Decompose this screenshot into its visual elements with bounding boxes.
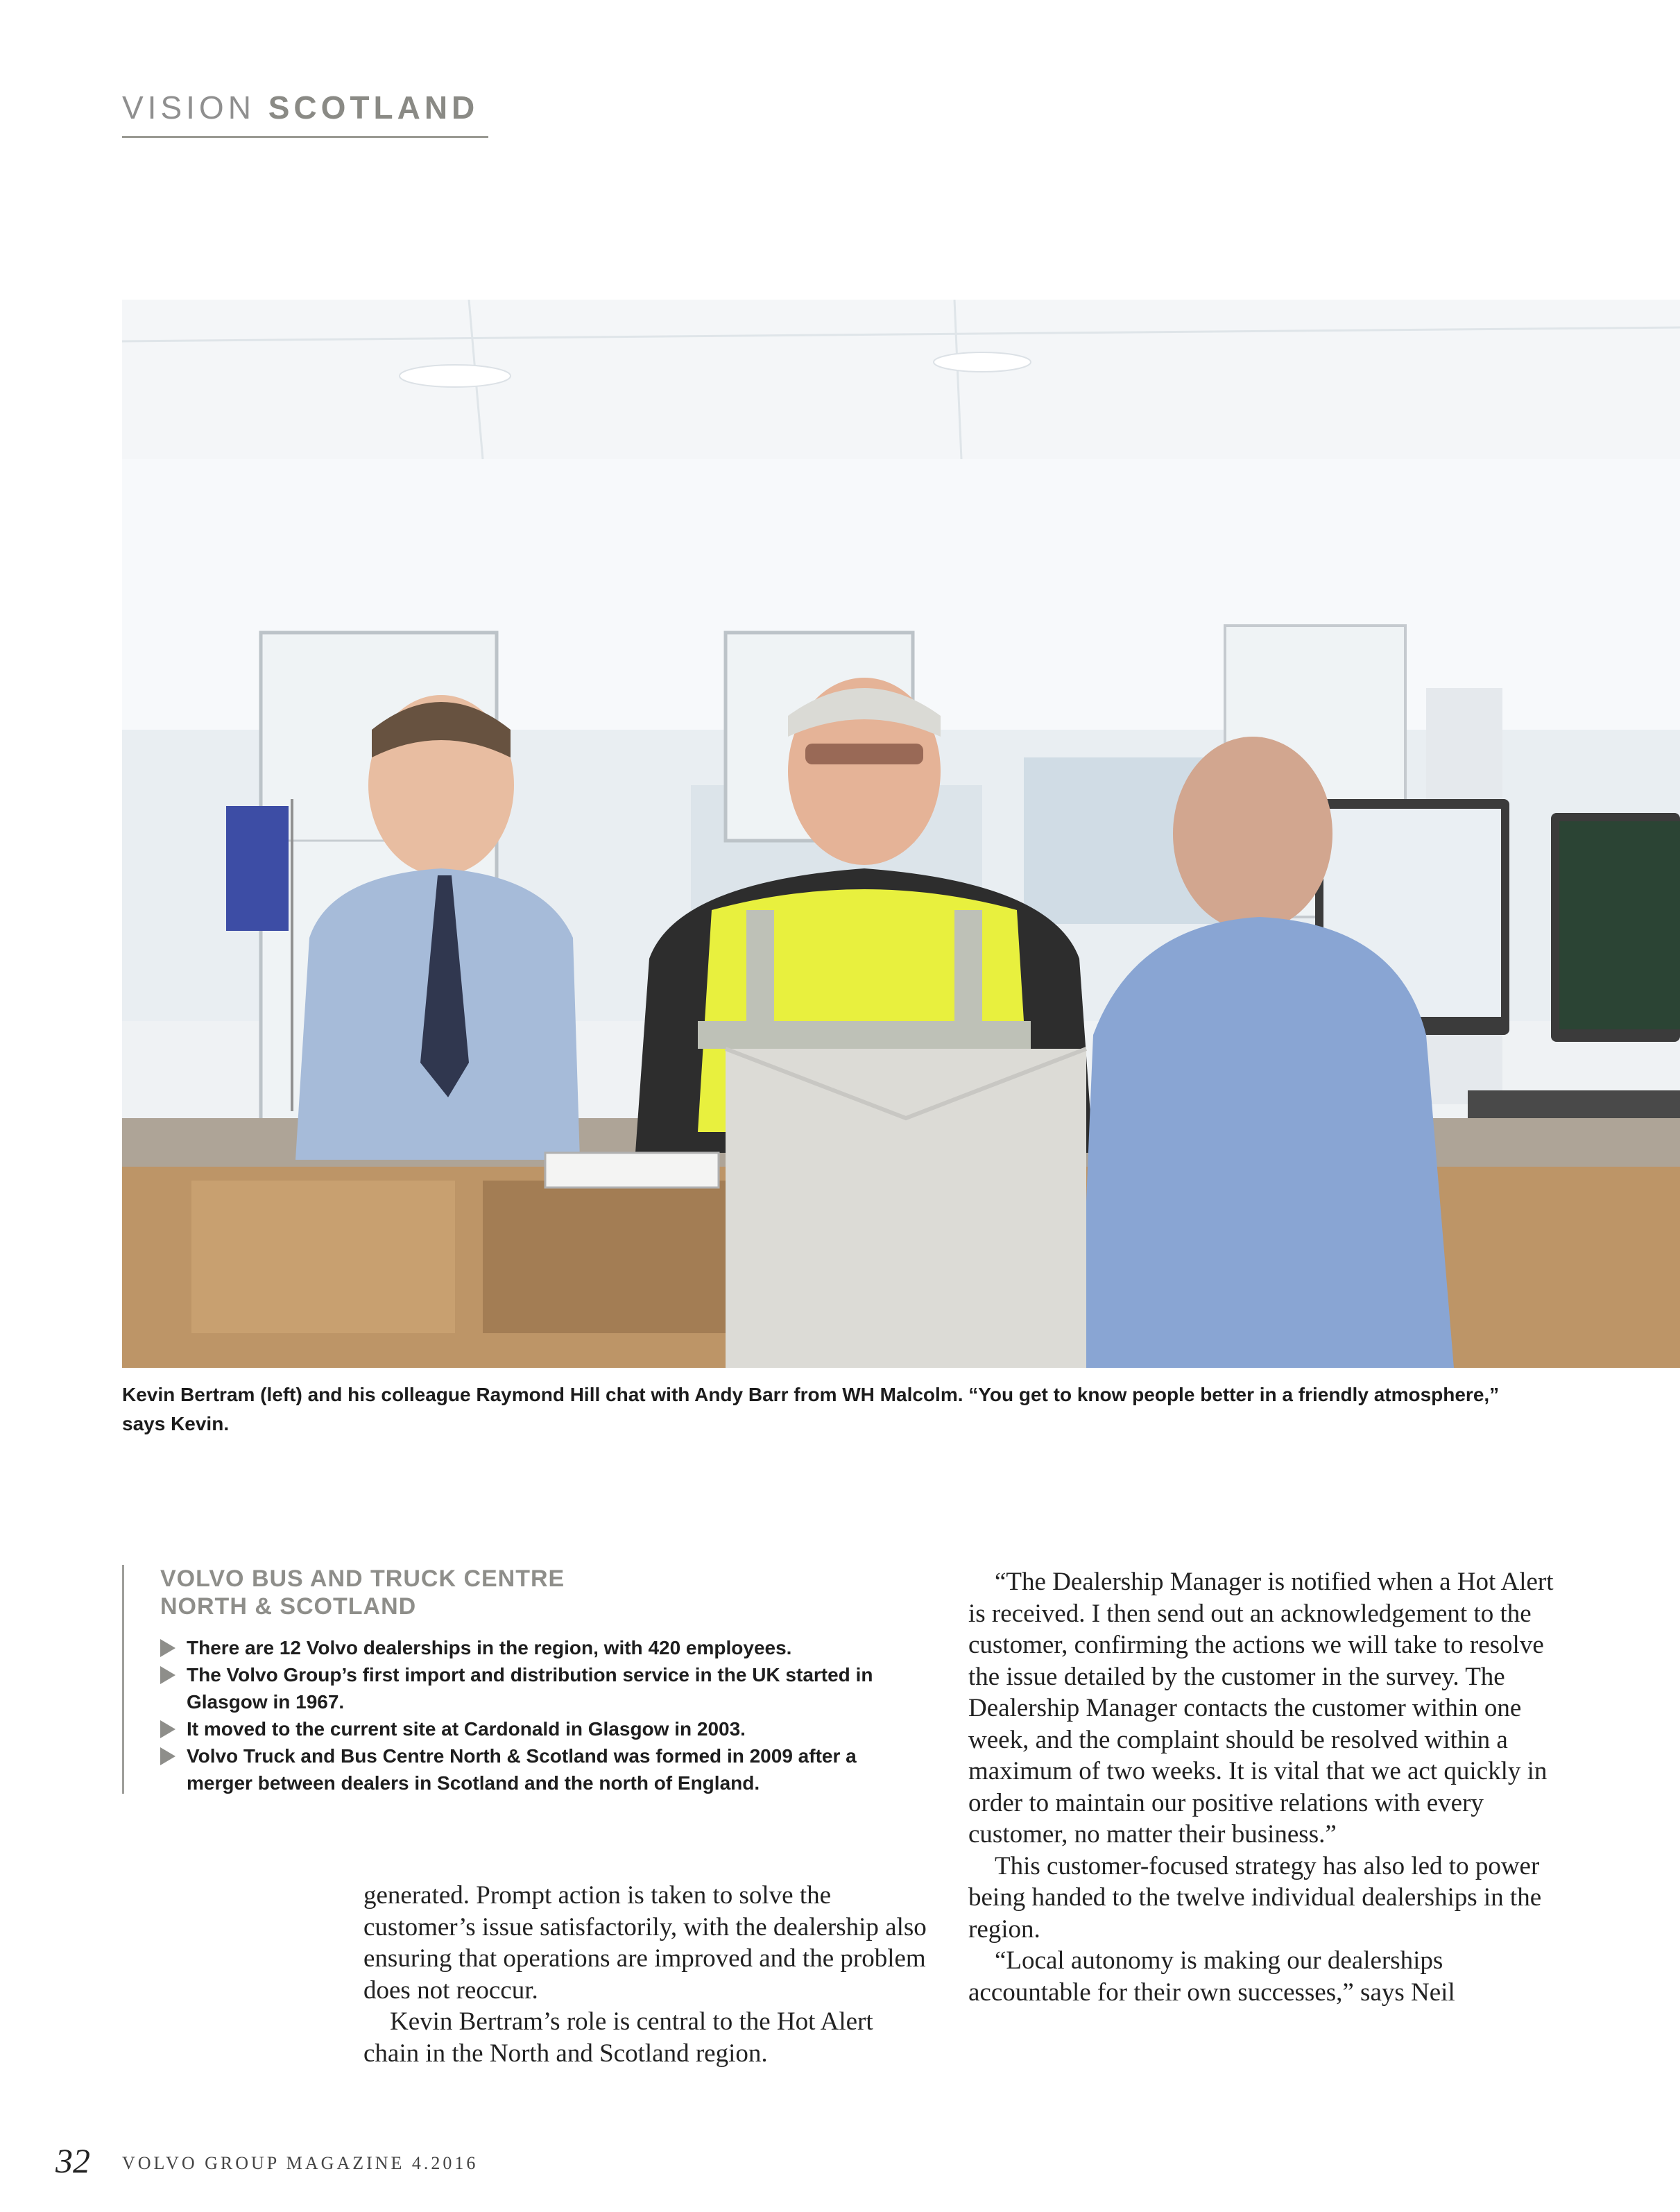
fact-item xyxy=(160,1661,923,1715)
photo-caption: Kevin Bertram (left) and his colleague Raymond Hill chat with Andy Barr from WH Malcolm. “You get to know people better in a friendly atmosphere,” says Kevin. xyxy=(122,1384,1500,1434)
fact-list xyxy=(160,1634,923,1797)
fact-box-title xyxy=(160,1565,854,1620)
body-paragraph: “Local autonomy is making our dealerships accountable for their own successes,” says Neil xyxy=(968,1946,1455,2007)
page-number: 32 xyxy=(55,2141,90,2180)
section-title-bold: SCOTLAND xyxy=(268,89,479,126)
fact-text: The Volvo Group’s first import and distribution service in the UK started in Glasgow in 1967. xyxy=(187,1664,873,1713)
article-photo xyxy=(122,300,1680,1368)
fact-item xyxy=(160,1715,923,1742)
fact-box xyxy=(122,1565,922,1794)
fact-box-title-line2: NORTH & SCOTLAND xyxy=(160,1593,417,1620)
body-column-left xyxy=(363,1880,932,2069)
fact-text: There are 12 Volvo dealerships in the region, with 420 employees. xyxy=(187,1637,792,1658)
bullet-triangle-icon xyxy=(160,1720,175,1738)
bullet-triangle-icon xyxy=(160,1639,175,1657)
body-column-right xyxy=(968,1566,1565,2008)
body-paragraph: Kevin Bertram’s role is central to the Hot Alert chain in the North and Scotland region. xyxy=(363,2007,873,2068)
bullet-triangle-icon xyxy=(160,1666,175,1684)
fact-item xyxy=(160,1634,923,1661)
body-paragraph: “The Dealership Manager is notified when a Hot Alert is received. I then send out an acknowledgement to the customer, confirming the actions we will take to resolve the issue detailed by the customer in the survey. The Dealership Manager contacts the customer within one week, and the complaint should be resolved within a maximum of two weeks. It is vital that we act quickly in order to maintain our positive relations with every customer, no matter their business.” xyxy=(968,1568,1554,1849)
bullet-triangle-icon xyxy=(160,1747,175,1765)
fact-item xyxy=(160,1742,923,1797)
section-title-light: VISION xyxy=(122,89,255,126)
section-title-underline xyxy=(122,136,488,138)
body-paragraph: generated. Prompt action is taken to solve the customer’s issue satisfactorily, with the dealership also ensuring that operations are improved and the problem does not reoccur. xyxy=(363,1881,927,2005)
section-title xyxy=(122,89,479,126)
fact-text: Volvo Truck and Bus Centre North & Scotland was formed in 2009 after a merger between dealers in Scotland and the north of England. xyxy=(187,1745,857,1794)
fact-text: It moved to the current site at Cardonald in Glasgow in 2003. xyxy=(187,1718,746,1740)
body-paragraph: This customer-focused strategy has also led to power being handed to the twelve individual dealerships in the region. xyxy=(968,1851,1542,1944)
fact-box-title-line1: VOLVO BUS AND TRUCK CENTRE xyxy=(160,1566,565,1592)
office-photo-illustration xyxy=(122,300,1680,1368)
magazine-issue: VOLVO GROUP MAGAZINE 4.2016 xyxy=(122,2153,479,2173)
